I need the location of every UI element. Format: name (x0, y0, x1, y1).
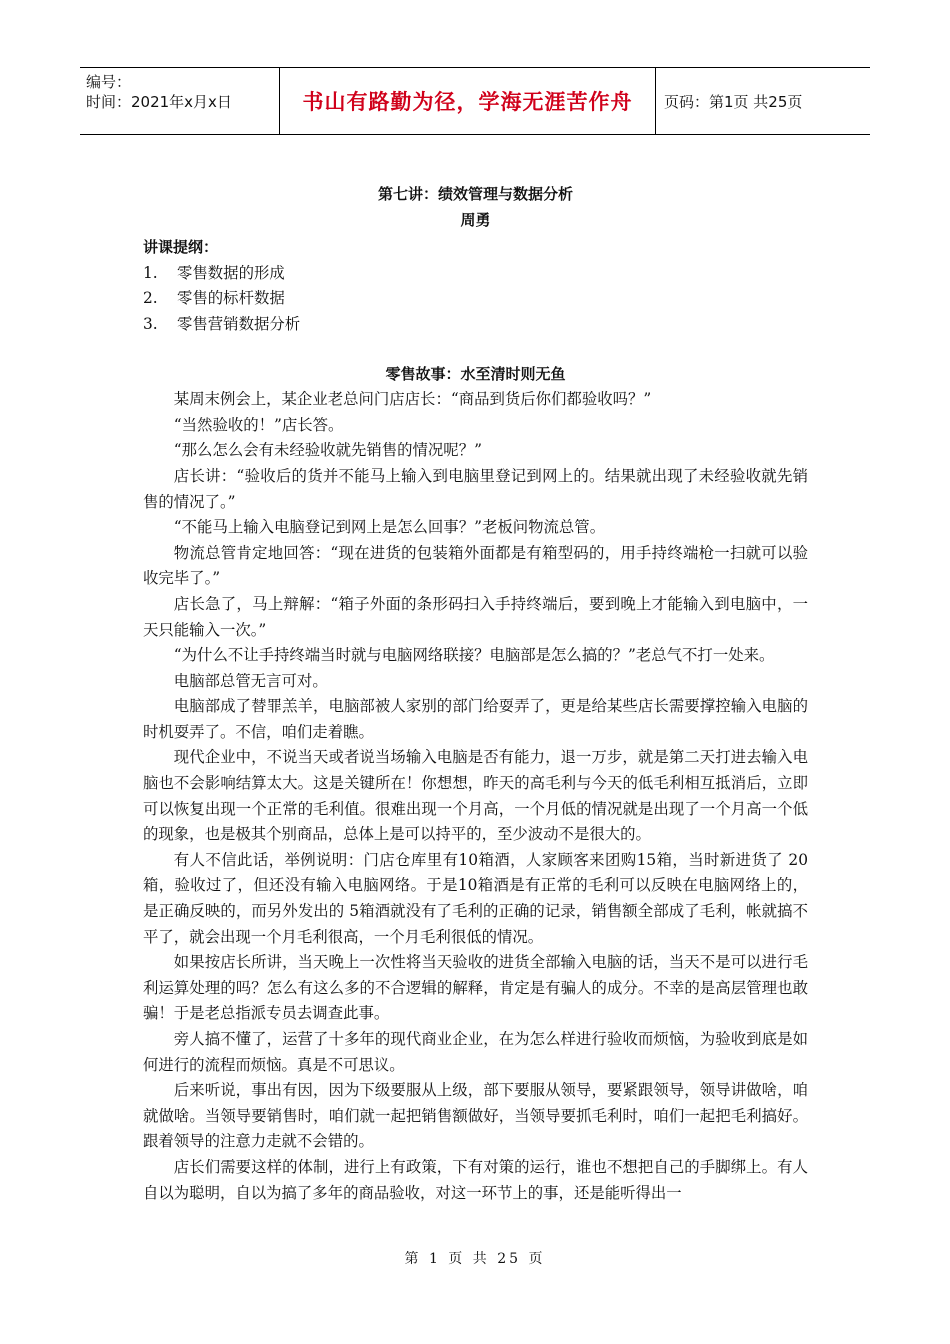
story-body (143, 387, 808, 1206)
outline-item (143, 286, 808, 312)
outline-item-number: 2. (143, 289, 158, 308)
story-paragraph: 现代企业中，不说当天或者说当场输入电脑是否有能力，退一万步，就是第二天打进去输入电脑也不会影响结算太大。这是关键所在！你想想，昨天的高毛利与今天的低毛利相互抵消后，立即可以恢复出现一个正常的毛利值。很难出现一个月高，一个月低的情况就是出现了一个月高一个低的现象，也是极其个别商品，总体上是可以持平的，至少波动不是很大的。 (143, 748, 808, 844)
outline-item-text: 零售的标杆数据 (177, 289, 285, 308)
outline-list (143, 261, 808, 338)
header-meta (80, 68, 279, 134)
number-label: 编号： (86, 73, 132, 91)
story-paragraph: 后来听说，事出有因，因为下级要服从上级，部下要服从领导，要紧跟领导，领导讲做啥，咱就做啥。当领导要销售时，咱们就一起把销售额做好，当领导要抓毛利时，咱们一起把毛利搞好。跟着领导的注意力走就不会错的。 (143, 1081, 808, 1151)
outline-item-number: 1. (143, 263, 158, 282)
outline-item-number: 3. (143, 314, 158, 333)
story-paragraph: “不能马上输入电脑登记到网上是怎么回事？”老板问物流总管。 (173, 518, 606, 537)
story-paragraph: 有人不信此话，举例说明：门店仓库里有10箱酒，人家顾客来团购15箱，当时新进货了 20箱，验收过了，但还没有输入电脑网络。于是10箱酒是有正常的毛利可以反映在电脑网络上的，是正确反映的，而另外发出的 5箱酒就没有了毛利的正确的记录，销售额全部成了毛利，帐就搞不平了，就会出现一个月毛利很高，一个月毛利很低的情况。 (143, 850, 808, 946)
story-paragraph: 旁人搞不懂了，运营了十多年的现代商业企业，在为怎么样进行验收而烦恼，为验收到底是如何进行的流程而烦恼。真是不可思议。 (143, 1030, 808, 1074)
story-paragraph: “为什么不让手持终端当时就与电脑网络联接？电脑部是怎么搞的？”老总气不打一处来。 (173, 646, 775, 665)
lecture-title: 第七讲：绩效管理与数据分析 (377, 185, 573, 203)
story-paragraph: 电脑部总管无言可对。 (173, 671, 328, 690)
story-paragraph: 店长讲：“验收后的货并不能马上输入到电脑里登记到网上的。结果就出现了未经验收就先销售的情况了。” (143, 466, 808, 511)
document-body (143, 182, 808, 1206)
outline-item (143, 261, 808, 287)
document-header (80, 67, 870, 135)
outline-item-text: 零售营销数据分析 (177, 314, 301, 333)
story-title: 零售故事：水至清时则无鱼 (385, 364, 566, 383)
story-paragraph: 物流总管肯定地回答：“现在进货的包装箱外面都是有箱型码的，用手持终端枪一扫就可以验收完毕了。” (143, 543, 808, 588)
story-paragraph: 电脑部成了替罪羔羊，电脑部被人家别的部门给耍弄了，更是给某些店长需要撑控输入电脑的时机耍弄了。不信，咱们走着瞧。 (143, 697, 808, 741)
story-paragraph: 某周末例会上，某企业老总问门店店长：“商品到货后你们都验收吗？” (173, 390, 652, 409)
story-paragraph: 店长们需要这样的体制，进行上有政策，下有对策的运行，谁也不想把自己的手脚绑上。有人自以为聪明，自以为搞了多年的商品验收，对这一环节上的事，还是能听得出一 (143, 1157, 808, 1202)
outline-item (143, 312, 808, 338)
author-name: 周勇 (460, 210, 491, 229)
story-paragraph: “当然验收的！”店长答。 (173, 415, 344, 434)
story-paragraph: 店长急了，马上辩解：“箱子外面的条形码扫入手持终端后，要到晚上才能输入到电脑中，一天只能输入一次。” (143, 594, 808, 639)
page-footer: 第 1 页 共 25 页 (404, 1251, 546, 1267)
story-paragraph: 如果按店长所讲，当天晚上一次性将当天验收的进货全部输入电脑的话，当天不是可以进行毛利运算处理的吗？怎么有这么多的不合逻辑的解释，肯定是有骗人的成分。不幸的是高层管理也敢骗！于是老总指派专员去调查此事。 (143, 953, 808, 1023)
date-label: 时间：2021年x月x日 (86, 93, 232, 111)
outline-heading: 讲课提纲： (143, 238, 219, 257)
outline-item-text: 零售数据的形成 (177, 263, 285, 282)
header-page-info: 页码：第1页 共25页 (664, 92, 803, 111)
story-paragraph: “那么怎么会有未经验收就先销售的情况呢？” (173, 441, 482, 460)
header-motto: 书山有路勤为径，学海无涯苦作舟 (279, 68, 656, 134)
